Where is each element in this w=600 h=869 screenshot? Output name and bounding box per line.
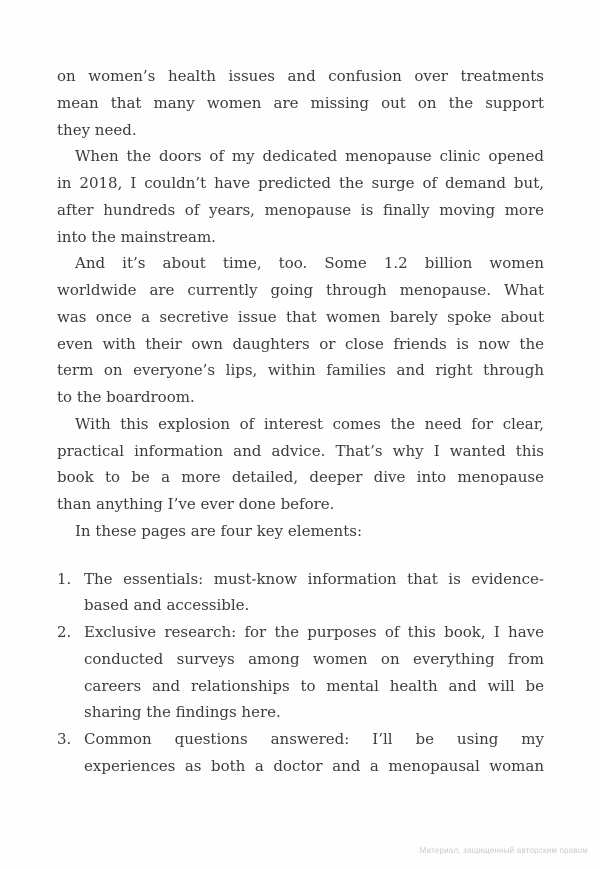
numbered-list <box>57 566 544 780</box>
list-item-1 <box>57 566 544 620</box>
text-line: Common questions answered: I’ll be using my <box>84 730 544 748</box>
paragraph-4 <box>57 411 544 518</box>
text-line: after hundreds of years, menopause is finally moving more <box>57 200 544 219</box>
paragraph-5 <box>57 518 544 545</box>
text-line: than anything I’ve ever done before. <box>57 495 335 513</box>
text-line: was once a secretive issue that women barely spoke about <box>57 307 544 326</box>
text-line: practical information and advice. That’s why I wanted this <box>57 441 544 460</box>
text-line: sharing the findings here. <box>84 703 281 722</box>
text-line: conducted surveys among women on everything from <box>84 649 544 668</box>
text-line: When the doors of my dedicated menopause clinic opened <box>75 147 544 166</box>
text-line: in 2018, I couldn’t have predicted the surge of demand but, <box>57 174 544 192</box>
text-line: mean that many women are missing out on the support <box>57 93 544 112</box>
list-number: 3. <box>57 730 72 748</box>
text-line: And it’s about time, too. Some 1.2 billion women <box>75 254 544 273</box>
text-line: careers and relationships to mental health and will be <box>84 676 544 695</box>
page-text <box>57 63 544 780</box>
text-line: into the mainstream. <box>57 227 216 246</box>
text-line: to the boardroom. <box>57 388 195 406</box>
text-line: worldwide are currently going through menopause. What <box>57 281 544 299</box>
text-line: book to be a more detailed, deeper dive into menopause <box>57 468 544 487</box>
text-line: The essentials: must-know information that is evidence- <box>84 569 544 588</box>
text-line: Exclusive research: for the purposes of this book, I have <box>84 623 544 641</box>
text-line: on women’s health issues and confusion over treatments <box>57 67 544 85</box>
paragraph-3 <box>57 250 544 411</box>
paragraph-1 <box>57 63 544 143</box>
list-item-3 <box>57 726 544 780</box>
text-line: term on everyone’s lips, within families and right through <box>57 361 544 380</box>
paragraph-2 <box>57 143 544 250</box>
text-line: based and accessible. <box>84 596 250 615</box>
list-number: 2. <box>57 623 72 641</box>
text-line: even with their own daughters or close friends is now the <box>57 334 544 353</box>
list-number: 1. <box>57 569 72 588</box>
text-line: they need. <box>57 120 137 139</box>
text-line: experiences as both a doctor and a menopausal woman <box>84 756 544 775</box>
text-line: In these pages are four key elements: <box>75 521 362 540</box>
copyright-notice: Материал, защищенный авторским правом <box>419 846 588 855</box>
list-item-2 <box>57 619 544 726</box>
text-line: With this explosion of interest comes the need for clear, <box>75 414 544 433</box>
